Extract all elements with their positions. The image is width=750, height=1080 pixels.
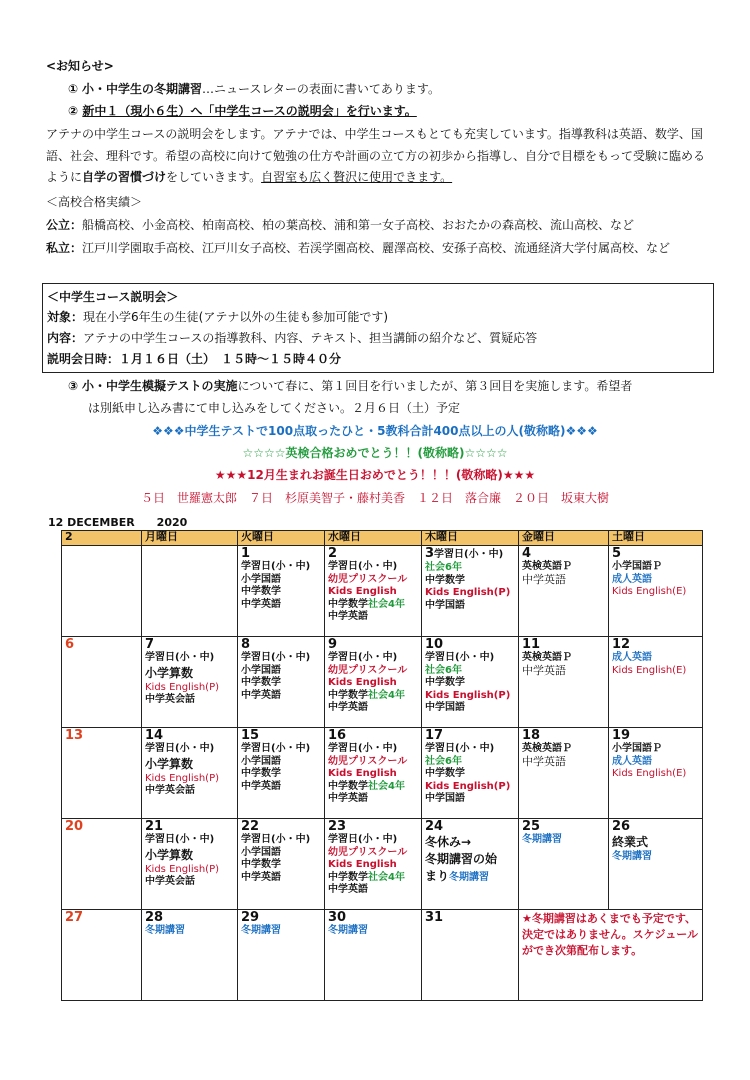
- description-text-2: をしていきます。: [166, 170, 262, 184]
- schedule-item: 学習日(小・中): [241, 834, 311, 845]
- schedule-item: 中学数学: [328, 689, 368, 701]
- schedule-item: 中学数学: [425, 677, 465, 688]
- schedule-item: 中学国語: [425, 793, 465, 804]
- notice-item-1: [68, 80, 440, 97]
- content-label: 内容：: [47, 331, 84, 345]
- briefing-box: [42, 283, 714, 373]
- schedule-item: 中学英語: [522, 754, 566, 768]
- briefing-datetime: 説明会日時：１月１６日（土） １５時～１５時４０分: [47, 352, 342, 366]
- day-number: 1: [241, 546, 251, 561]
- day-number: 26: [612, 819, 631, 834]
- day-number: 3: [425, 546, 435, 561]
- schedule-item: 中学英語: [522, 663, 566, 677]
- private-results: [46, 239, 670, 256]
- schedule-item: Kids English(E): [612, 664, 687, 676]
- briefing-title: ＜中学生コース説明会＞: [47, 290, 179, 304]
- day-cell-7: [142, 637, 238, 728]
- winter-course-note: ★冬期講習はあくまでも予定です、決定ではありません。スケジュールができ次第配布します。: [522, 912, 698, 957]
- notice-item-2: [68, 102, 417, 119]
- day-cell-11: [519, 637, 609, 728]
- day-number: 22: [241, 819, 260, 834]
- day-cell-17: [422, 728, 519, 819]
- schedule-item: Kids English(P): [145, 772, 220, 784]
- day-cell-28: [142, 910, 238, 1001]
- day-cell-31: [422, 910, 519, 1001]
- schedule-item: まり: [425, 869, 450, 883]
- schedule-item: 学習日(小・中): [328, 743, 398, 754]
- day-cell-empty: [142, 546, 238, 637]
- schedule-item: 幼児プリスクール: [328, 846, 408, 858]
- day-number: 10: [425, 637, 444, 652]
- day-number: 30: [328, 910, 347, 925]
- day-number: 15: [241, 728, 260, 743]
- schedule-item: 学習日(小・中): [241, 743, 311, 754]
- schedule-item: 幼児プリスクール: [328, 664, 408, 676]
- day-cell-29: [238, 910, 325, 1001]
- schedule-item: 冬期講習: [145, 925, 185, 936]
- header-monday: 月曜日: [142, 531, 238, 546]
- day-cell-1: [238, 546, 325, 637]
- schedule-item: 成人英語: [612, 652, 652, 663]
- day-cell-14: [142, 728, 238, 819]
- day-number: 16: [328, 728, 347, 743]
- schedule-item: Kids English: [328, 677, 397, 688]
- description-text: アテナの中学生コースの説明会をします。アテナでは、中学生コースもとても充実しています。指導教科は英語、数学、国語、社会、理科です。希望の高校に向けて勉強の仕方や計画の立て方の初歩から指導し、自分で目標をもって受験に臨めるように: [46, 127, 706, 184]
- schedule-item: 小学算数: [145, 847, 194, 862]
- day-cell-3: [422, 546, 519, 637]
- day-cell-22: [238, 819, 325, 910]
- day-number: 4: [522, 546, 532, 561]
- schedule-item: 学習日(小・中): [425, 652, 495, 663]
- day-cell-24: [422, 819, 519, 910]
- day-cell-6: [62, 637, 142, 728]
- schedule-item: Kids English(E): [612, 586, 687, 597]
- day-number: 21: [145, 819, 164, 834]
- schedule-item: 学習日(小・中): [434, 549, 504, 560]
- schedule-item: 英検英語Ｐ: [522, 652, 572, 663]
- schedule-item: 小学国語Ｐ: [612, 561, 662, 572]
- schedule-item: 学習日(小・中): [145, 652, 215, 663]
- target-text: 現在小学6年生の生徒(アテナ以外の生徒も参加可能です): [83, 310, 389, 324]
- day-number: 17: [425, 728, 444, 743]
- item-2-number: ②: [68, 104, 79, 118]
- schedule-item: 小学算数: [145, 756, 194, 771]
- day-number: 14: [145, 728, 164, 743]
- schedule-item: 中学国語: [425, 599, 465, 611]
- schedule-item: 学習日(小・中): [328, 834, 398, 845]
- day-number: 2: [328, 546, 338, 561]
- item-1-heading: 小・中学生の冬期講習: [82, 82, 203, 96]
- public-label: 公立：: [46, 218, 83, 232]
- schedule-item: 小学国語: [241, 846, 281, 858]
- day-cell-20: [62, 819, 142, 910]
- schedule-item: 中学英語: [328, 611, 368, 622]
- schedule-item: 社会4年: [368, 871, 405, 883]
- study-room-note: 自習室も広く贅沢に使用できます。: [261, 170, 453, 184]
- schedule-item: 中学英語: [328, 793, 368, 804]
- schedule-item: 中学数学: [328, 780, 368, 792]
- header-saturday: 土曜日: [609, 531, 703, 546]
- schedule-item: 英検英語Ｐ: [522, 743, 572, 754]
- notice-title: <お知らせ>: [46, 59, 114, 73]
- day-cell-18: [519, 728, 609, 819]
- schedule-item: 幼児プリスクール: [328, 755, 408, 767]
- item-1-number: ①: [68, 82, 79, 96]
- mock-test-heading: 小・中学生模擬テストの実施: [82, 379, 238, 393]
- schedule-item: 終業式: [612, 835, 649, 849]
- schedule-item: 学習日(小・中): [145, 743, 215, 754]
- day-cell-13: [62, 728, 142, 819]
- schedule-item: 中学数学: [241, 859, 281, 870]
- day-cell-25: [519, 819, 609, 910]
- schedule-item: Kids English(P): [145, 863, 220, 875]
- calendar-week-3: [62, 728, 703, 819]
- day-cell-27: [62, 910, 142, 1001]
- schedule-item: 小学国語: [241, 755, 281, 767]
- day-number: 7: [145, 637, 155, 652]
- schedule-item: 社会4年: [368, 689, 405, 701]
- day-cell-12: [609, 637, 703, 728]
- schedule-item: 中学国語: [425, 702, 465, 713]
- self-study-habit: 自学の習慣づけ: [82, 170, 167, 184]
- schedule-item: 社会6年: [425, 562, 462, 573]
- schedule-item: 中学英会話: [145, 694, 195, 705]
- results-title: ＜高校合格実績＞: [46, 195, 143, 209]
- schedule-item: 中学英語: [241, 598, 281, 610]
- day-cell-10: [422, 637, 519, 728]
- schedule-item: 冬期講習: [522, 834, 562, 845]
- day-number: 20: [65, 819, 84, 834]
- schedule-item: 中学英語: [328, 884, 368, 895]
- private-label: 私立：: [46, 241, 83, 255]
- day-cell-23: [325, 819, 422, 910]
- mock-test-line-1: [68, 377, 632, 394]
- header-thursday: 木曜日: [422, 531, 519, 546]
- day-number: 9: [328, 637, 338, 652]
- day-cell-2: [325, 546, 422, 637]
- day-number: 24: [425, 819, 444, 834]
- schedule-item: 学習日(小・中): [425, 743, 495, 754]
- day-cell-21: [142, 819, 238, 910]
- schedule-item: 冬期講習: [612, 851, 652, 862]
- schedule-item: 社会4年: [368, 780, 405, 792]
- public-list: 船橋高校、小金高校、柏南高校、柏の葉高校、浦和第一女子高校、おおたかの森高校、流山高校、など: [82, 218, 635, 232]
- briefing-target: [47, 308, 388, 325]
- schedule-item: Kids English(P): [145, 681, 220, 693]
- schedule-item: 冬期講習: [449, 872, 490, 883]
- schedule-item: 中学英会話: [145, 785, 195, 796]
- schedule-item: 社会6年: [425, 664, 462, 676]
- birthday-list: ５日 世羅憲太郎 ７日 杉原美智子・藤村美香 １２日 落合廉 ２０日 坂東大樹: [140, 491, 609, 505]
- day-cell-26: [609, 819, 703, 910]
- calendar-heading: 12 DECEMBER 2020: [48, 516, 188, 529]
- day-number: 23: [328, 819, 347, 834]
- schedule-item: 中学英語: [328, 702, 368, 713]
- schedule-item: Kids English: [328, 859, 397, 870]
- schedule-item: 成人英語: [612, 573, 652, 585]
- schedule-item: 中学英語: [522, 572, 566, 586]
- schedule-item: Kids English: [328, 768, 397, 779]
- day-number: 19: [612, 728, 631, 743]
- schedule-item: 社会4年: [368, 598, 405, 610]
- schedule-item: 英検英語Ｐ: [522, 561, 572, 572]
- schedule-item: 学習日(小・中): [328, 652, 398, 663]
- schedule-item: 学習日(小・中): [241, 652, 311, 663]
- schedule-item: 冬期講習: [328, 925, 368, 936]
- schedule-item: 学習日(小・中): [328, 561, 398, 572]
- day-cell-5: [609, 546, 703, 637]
- winter-course-note-cell: [519, 910, 703, 1001]
- schedule-item: 中学英会話: [145, 876, 195, 887]
- item-1-text: …ニュースレターの表面に書いてあります。: [202, 82, 440, 96]
- day-number: 12: [612, 637, 631, 652]
- schedule-item: 小学国語Ｐ: [612, 743, 662, 754]
- day-number: 18: [522, 728, 541, 743]
- schedule-item: Kids English(E): [612, 768, 687, 779]
- calendar-week-1: [62, 546, 703, 637]
- schedule-item: Kids English(P): [425, 587, 511, 598]
- calendar-header-row: [62, 531, 703, 546]
- day-number: 11: [522, 637, 541, 652]
- header-friday: 金曜日: [519, 531, 609, 546]
- day-number: 5: [612, 546, 622, 561]
- day-cell-15: [238, 728, 325, 819]
- day-cell-empty: [62, 546, 142, 637]
- schedule-item: 学習日(小・中): [241, 561, 311, 572]
- mock-test-text: について春に、第１回目を行いましたが、第３回目を実施します。希望者: [237, 379, 633, 393]
- calendar-table: [61, 530, 703, 1001]
- mock-test-line-2: は別紙申し込み書にて申し込みをしてください。２月６日（土）予定: [88, 401, 461, 415]
- schedule-item: 学習日(小・中): [145, 834, 215, 845]
- schedule-item: 中学英語: [241, 689, 281, 701]
- schedule-item: Kids English: [328, 586, 397, 597]
- calendar-week-5: [62, 910, 703, 1001]
- day-cell-16: [325, 728, 422, 819]
- schedule-item: Kids English(P): [425, 689, 511, 701]
- day-cell-8: [238, 637, 325, 728]
- test-congrats: ❖❖❖中学生テストで100点取ったひと・5教科合計400点以上の人(敬称略)❖❖❖: [152, 424, 598, 438]
- schedule-item: 中学数学: [241, 677, 281, 688]
- schedule-item: 中学数学: [328, 871, 368, 883]
- day-number: 31: [425, 910, 444, 925]
- eiken-congrats: ☆☆☆☆英検合格おめでとう！！(敬称略)☆☆☆☆: [242, 446, 508, 460]
- header-sunday: 2: [62, 531, 142, 546]
- schedule-item: 冬期講習の始: [425, 852, 498, 866]
- private-list: 江戸川学園取手高校、江戸川女子高校、若渓学園高校、麗澤高校、安孫子高校、流通経済大学付属高校、など: [82, 241, 671, 255]
- schedule-item: 中学英語: [241, 871, 281, 883]
- calendar-week-2: [62, 637, 703, 728]
- day-cell-9: [325, 637, 422, 728]
- schedule-item: 成人英語: [612, 755, 652, 767]
- schedule-item: 冬休み→: [425, 835, 472, 849]
- schedule-item: 小学算数: [145, 665, 194, 680]
- schedule-item: 小学国語: [241, 573, 281, 585]
- target-label: 対象：: [47, 310, 84, 324]
- schedule-item: 中学数学: [241, 768, 281, 779]
- day-cell-19: [609, 728, 703, 819]
- content-text: アテナの中学生コースの指導教科、内容、テキスト、担当講師の紹介など、質疑応答: [83, 331, 538, 345]
- schedule-item: 中学数学: [425, 574, 465, 586]
- birthday-congrats: ★★★12月生まれお誕生日おめでとう！！！(敬称略)★★★: [214, 468, 536, 482]
- day-number: 25: [522, 819, 541, 834]
- mock-test-number: ③: [68, 379, 79, 393]
- public-results: [46, 216, 634, 233]
- schedule-item: 社会6年: [425, 755, 462, 767]
- item-2-heading: 新中１（現小６生）へ「中学生コースの説明会」を行います。: [82, 104, 417, 118]
- header-wednesday: 水曜日: [325, 531, 422, 546]
- day-number: 29: [241, 910, 260, 925]
- day-number: 13: [65, 728, 84, 743]
- day-number: 28: [145, 910, 164, 925]
- header-tuesday: 火曜日: [238, 531, 325, 546]
- schedule-item: Kids English(P): [425, 780, 511, 792]
- schedule-item: 冬期講習: [241, 925, 281, 936]
- schedule-item: 小学国語: [241, 664, 281, 676]
- course-description: [46, 124, 716, 189]
- day-number: 6: [65, 637, 75, 652]
- briefing-content: [47, 329, 537, 346]
- schedule-item: 中学数学: [241, 586, 281, 597]
- day-cell-30: [325, 910, 422, 1001]
- day-cell-4: [519, 546, 609, 637]
- schedule-item: 中学数学: [425, 768, 465, 779]
- day-number: 27: [65, 910, 84, 925]
- schedule-item: 中学数学: [328, 598, 368, 610]
- calendar-week-4: [62, 819, 703, 910]
- schedule-item: 幼児プリスクール: [328, 573, 408, 585]
- schedule-item: 中学英語: [241, 780, 281, 792]
- day-number: 8: [241, 637, 251, 652]
